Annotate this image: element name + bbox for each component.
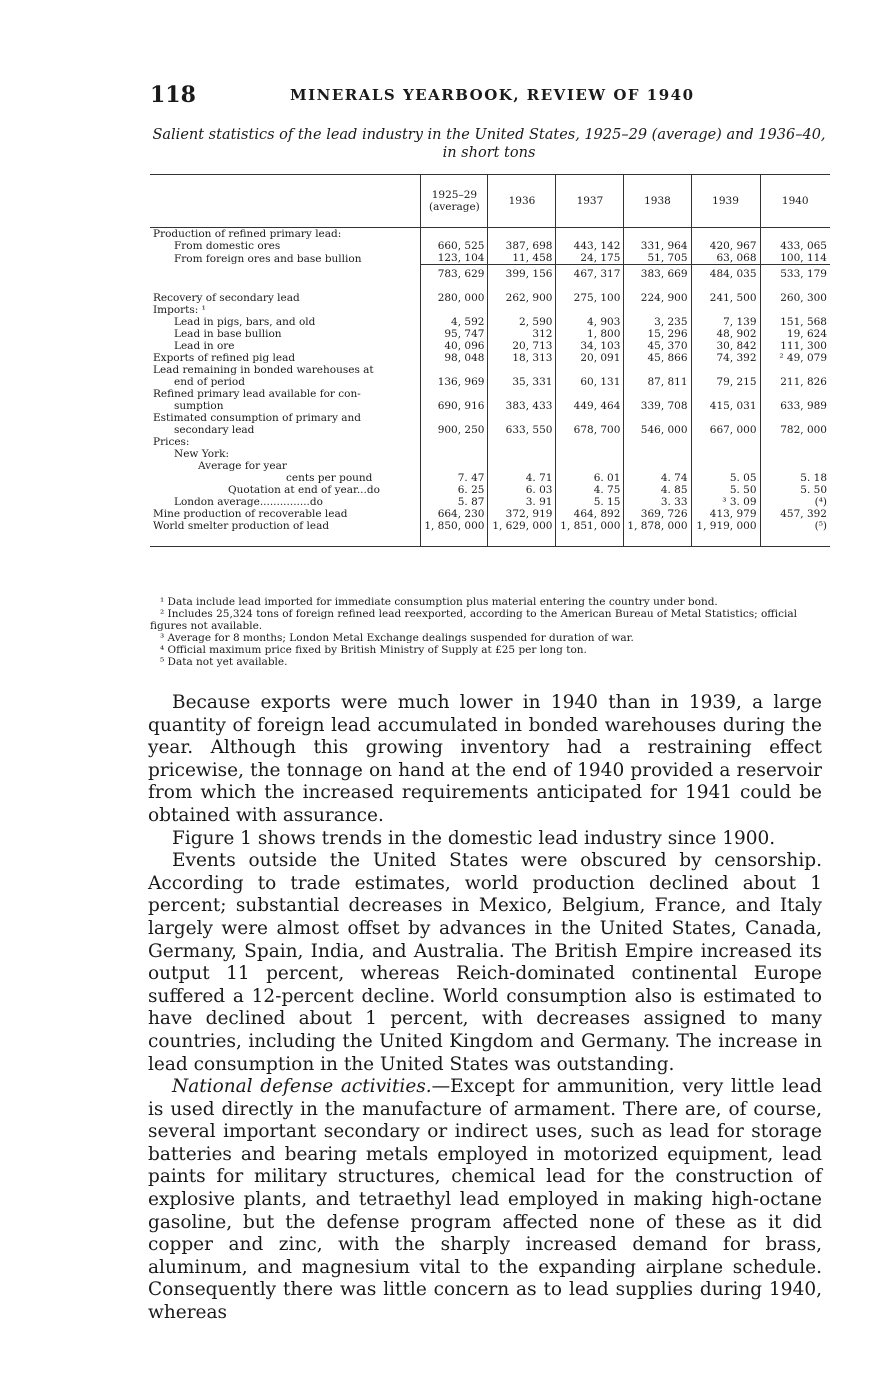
- paragraph-text: —Except for ammunition, very little lead is used directly in the manufacture of armament. There are, of course, several important secondary or indirect uses, such as lead for storage batteries and bearing metals employed in motorized equipment, lead paints for military structures, chemical lead for the construction of explosive plants, and tetraethyl lead employed in making high-octane gasoline, but the defense program affected none of these as it did copper and zinc, with the sharply increased demand for brass, aluminum, and magnesium vital to the expanding airplane schedule. Consequently there was little concern as to lead supplies during 1940, whereas: [148, 1076, 822, 1324]
- row-label: Average for year: [198, 460, 287, 472]
- table-cell: 40, 096: [421, 340, 488, 352]
- table-cell: [691, 388, 760, 400]
- table-cell: 111, 300: [760, 340, 830, 352]
- table-cell: 74, 392: [691, 352, 760, 364]
- table-cell: [624, 448, 691, 460]
- table-row: [150, 265, 830, 289]
- table-row: [150, 316, 830, 328]
- table-cell: [488, 412, 556, 424]
- table-row: [150, 288, 830, 304]
- row-label: Lead in pigs, bars, and old: [174, 316, 316, 328]
- table-cell: [760, 228, 830, 241]
- table-cell: 20, 713: [488, 340, 556, 352]
- table-cell: [556, 388, 624, 400]
- table-cell: 415, 031: [691, 400, 760, 412]
- table-cell: [624, 228, 691, 241]
- paragraph: Events outside the United States were obscured by censorship. According to trade estimates, world production declined about 1 percent; substantial decreases in Mexico, Belgium, France, and Italy largely were almost offset by advances in the United States, Canada, Germany, Spain, India, and Australia. The British Empire increased its output 11 percent, whereas Reich-dominated continental Europe suffered a 12-percent decline. World consumption also is estimated to have declined about 1 percent, with decreases assigned to many countries, including the United Kingdom and Germany. The increase in lead consumption in the United States was outstanding.: [148, 850, 822, 1075]
- table-cell: 260, 300: [760, 288, 830, 304]
- table-cell: [421, 448, 488, 460]
- table-cell: (⁵): [760, 520, 830, 547]
- table-cell: [556, 228, 624, 241]
- table-cell: [691, 436, 760, 448]
- table-row: [150, 460, 830, 472]
- table-cell: 533, 179: [760, 265, 830, 289]
- table-cell: [760, 448, 830, 460]
- row-label: World smelter production of lead: [150, 520, 421, 547]
- table-cell: [421, 412, 488, 424]
- table-cell: 633, 989: [760, 400, 830, 412]
- table-cell: [488, 304, 556, 316]
- table-cell: [488, 364, 556, 376]
- table-cell: 449, 464: [556, 400, 624, 412]
- table-cell: 413, 979: [691, 508, 760, 520]
- table-cell: 5. 15: [556, 496, 624, 508]
- table-cell: 4, 903: [556, 316, 624, 328]
- table-row: [150, 352, 830, 364]
- table-row: [150, 340, 830, 352]
- table-cell: [760, 364, 830, 376]
- table-cell: 30, 842: [691, 340, 760, 352]
- table-cell: [624, 388, 691, 400]
- row-label: Lead remaining in bonded warehouses at: [153, 364, 374, 376]
- table-cell: 1, 919, 000: [691, 520, 760, 547]
- table-cell: 6. 01: [556, 472, 624, 484]
- table-row: [150, 240, 830, 252]
- table-cell: [624, 436, 691, 448]
- table-row: [150, 364, 830, 376]
- table-cell: [488, 460, 556, 472]
- table-cell: [760, 304, 830, 316]
- row-label: New York:: [174, 448, 229, 460]
- footnote: ⁵ Data not yet available.: [160, 656, 288, 668]
- table-cell: [488, 388, 556, 400]
- table-cell: 372, 919: [488, 508, 556, 520]
- row-label: [150, 265, 421, 289]
- table-cell: 280, 000: [421, 288, 488, 304]
- table-cell: [691, 448, 760, 460]
- row-label: Lead in base bullion: [174, 328, 282, 340]
- table-cell: 1, 629, 000: [488, 520, 556, 547]
- table-cell: 60, 131: [556, 376, 624, 388]
- table-cell: [421, 460, 488, 472]
- table-cell: 4. 85: [624, 484, 691, 496]
- column-header: 1936: [488, 175, 556, 228]
- table-cell: 100, 114: [760, 252, 830, 265]
- row-label: sumption: [174, 400, 224, 412]
- body-text: [148, 692, 822, 1325]
- row-label: Exports of refined pig lead: [153, 352, 296, 364]
- row-label: London average...............do: [174, 496, 323, 508]
- table-cell: 3, 235: [624, 316, 691, 328]
- table-row: [150, 400, 830, 412]
- table-cell: 399, 156: [488, 265, 556, 289]
- row-label: Imports: ¹: [153, 304, 206, 316]
- table-cell: 660, 525: [421, 240, 488, 252]
- table-cell: 2, 590: [488, 316, 556, 328]
- row-label: secondary lead: [174, 424, 255, 436]
- table-cell: 45, 370: [624, 340, 691, 352]
- table-cell: 783, 629: [421, 265, 488, 289]
- table-cell: 5. 50: [691, 484, 760, 496]
- table-cell: 35, 331: [488, 376, 556, 388]
- section-heading: National defense activities.: [172, 1076, 432, 1098]
- table-cell: [691, 364, 760, 376]
- table-cell: 151, 568: [760, 316, 830, 328]
- table-cell: 420, 967: [691, 240, 760, 252]
- row-label: cents per pound: [286, 472, 373, 484]
- row-label: Estimated consumption of primary and: [153, 412, 362, 424]
- table-row: [150, 508, 830, 520]
- table-cell: 5. 87: [421, 496, 488, 508]
- table-cell: 467, 317: [556, 265, 624, 289]
- table-cell: [421, 364, 488, 376]
- table-cell: 3. 33: [624, 496, 691, 508]
- table-header-row: [150, 175, 830, 228]
- table-cell: [556, 448, 624, 460]
- table-cell: 19, 624: [760, 328, 830, 340]
- table-cell: 7, 139: [691, 316, 760, 328]
- table-cell: [760, 412, 830, 424]
- table-cell: 457, 392: [760, 508, 830, 520]
- table-cell: 387, 698: [488, 240, 556, 252]
- table-cell: 433, 065: [760, 240, 830, 252]
- row-label: Prices:: [153, 436, 190, 448]
- table-cell: 136, 969: [421, 376, 488, 388]
- table-cell: 678, 700: [556, 424, 624, 436]
- table-cell: 4. 74: [624, 472, 691, 484]
- table-cell: 1, 800: [556, 328, 624, 340]
- table-row: [150, 436, 830, 448]
- table-row: [150, 496, 830, 508]
- table-cell: [624, 364, 691, 376]
- table-cell: 1, 878, 000: [624, 520, 691, 547]
- table-cell: 443, 142: [556, 240, 624, 252]
- column-header: 1940: [760, 175, 830, 228]
- row-label: From foreign ores and base bullion: [174, 252, 362, 265]
- footnote: ³ Average for 8 months; London Metal Exchange dealings suspended for duration of war.: [160, 632, 634, 644]
- table-cell: 87, 811: [624, 376, 691, 388]
- table-cell: 664, 230: [421, 508, 488, 520]
- row-label: Quotation at end of year...do: [228, 484, 380, 496]
- table-cell: 241, 500: [691, 288, 760, 304]
- table-cell: 18, 313: [488, 352, 556, 364]
- table-cell: 45, 866: [624, 352, 691, 364]
- row-label: Mine production of recoverable lead: [153, 508, 348, 520]
- table-cell: 15, 296: [624, 328, 691, 340]
- table-cell: [421, 436, 488, 448]
- column-header: 1925–29 (average): [421, 175, 488, 228]
- table-cell: [760, 460, 830, 472]
- footnote: ² Includes 25,324 tons of foreign refined lead reexported, according to the American Bureau of Metal Statistics; official figures not available.: [150, 608, 797, 632]
- row-label: From domestic ores: [174, 240, 281, 252]
- table-cell: [760, 388, 830, 400]
- paragraph: Because exports were much lower in 1940 than in 1939, a large quantity of foreign lead accumulated in bonded warehouses during the year. Although this growing inventory had a restraining effect pricewise, the tonnage on hand at the end of 1940 provided a reservoir from which the increased requirements anticipated for 1941 could be obtained with assurance.: [148, 692, 822, 826]
- row-label: end of period: [174, 376, 245, 388]
- page-header: [150, 82, 830, 112]
- table-cell: [556, 364, 624, 376]
- table-cell: 5. 50: [760, 484, 830, 496]
- row-label: Recovery of secondary lead: [153, 292, 300, 304]
- table-cell: 63, 068: [691, 252, 760, 265]
- footnote: ⁴ Official maximum price fixed by British Ministry of Supply at £25 per long ton.: [160, 644, 587, 656]
- table-cell: 1, 851, 000: [556, 520, 624, 547]
- table-cell: 5. 05: [691, 472, 760, 484]
- table-cell: 34, 103: [556, 340, 624, 352]
- table-caption: Salient statistics of the lead industry in the United States, 1925–29 (average) and 1936–40, in short tons: [152, 127, 826, 161]
- table-cell: [556, 436, 624, 448]
- table-row: [150, 484, 830, 496]
- table-cell: 782, 000: [760, 424, 830, 436]
- paragraph: [148, 1076, 822, 1325]
- table-cell: 690, 916: [421, 400, 488, 412]
- row-label: Production of refined primary lead:: [153, 228, 342, 240]
- table-cell: [691, 304, 760, 316]
- table-cell: 331, 964: [624, 240, 691, 252]
- table-cell: 48, 902: [691, 328, 760, 340]
- table-cell: 262, 900: [488, 288, 556, 304]
- table-cell: 369, 726: [624, 508, 691, 520]
- table-cell: [556, 460, 624, 472]
- table-cell: 5. 18: [760, 472, 830, 484]
- table-cell: 383, 433: [488, 400, 556, 412]
- table-cell: 383, 669: [624, 265, 691, 289]
- table-cell: 20, 091: [556, 352, 624, 364]
- table-cell: 24, 175: [556, 252, 624, 265]
- table-row: [150, 472, 830, 484]
- table-cell: (⁴): [760, 496, 830, 508]
- paragraph: Figure 1 shows trends in the domestic lead industry since 1900.: [172, 827, 776, 849]
- table-cell: 667, 000: [691, 424, 760, 436]
- table-cell: 4. 71: [488, 472, 556, 484]
- table-cell: [421, 228, 488, 241]
- page-number: 118: [150, 82, 196, 108]
- table-row: [150, 448, 830, 460]
- lead-statistics-table: [150, 174, 830, 547]
- table-cell: 6. 25: [421, 484, 488, 496]
- row-label: Lead in ore: [174, 340, 235, 352]
- table-cell: 464, 892: [556, 508, 624, 520]
- column-header: 1939: [691, 175, 760, 228]
- table-cell: [691, 412, 760, 424]
- table-cell: [421, 304, 488, 316]
- table-cell: [556, 412, 624, 424]
- table-row: [150, 304, 830, 316]
- table-cell: 546, 000: [624, 424, 691, 436]
- table-cell: 633, 550: [488, 424, 556, 436]
- table-cell: ³ 3. 09: [691, 496, 760, 508]
- table-cell: 6. 03: [488, 484, 556, 496]
- table-cell: 95, 747: [421, 328, 488, 340]
- table-cell: 312: [488, 328, 556, 340]
- table-footnotes: [150, 596, 830, 668]
- table-cell: [556, 304, 624, 316]
- table-row: [150, 412, 830, 424]
- table-cell: 11, 458: [488, 252, 556, 265]
- table-row: [150, 520, 830, 547]
- table-cell: [488, 436, 556, 448]
- table-cell: [691, 460, 760, 472]
- table-cell: [421, 388, 488, 400]
- table-cell: [488, 448, 556, 460]
- table-cell: 7. 47: [421, 472, 488, 484]
- column-header: 1937: [556, 175, 624, 228]
- footnote: ¹ Data include lead imported for immediate consumption plus material entering the country under bond.: [160, 596, 718, 608]
- table-row: [150, 376, 830, 388]
- table-cell: [691, 228, 760, 241]
- table-cell: ² 49, 079: [760, 352, 830, 364]
- table-cell: 3. 91: [488, 496, 556, 508]
- column-header: [150, 175, 421, 228]
- table-cell: 275, 100: [556, 288, 624, 304]
- table-cell: 51, 705: [624, 252, 691, 265]
- table-cell: 123, 104: [421, 252, 488, 265]
- table-cell: [760, 436, 830, 448]
- table-row: [150, 252, 830, 265]
- table-cell: 224, 900: [624, 288, 691, 304]
- table-cell: 1, 850, 000: [421, 520, 488, 547]
- column-header: 1938: [624, 175, 691, 228]
- table-cell: [624, 460, 691, 472]
- table-cell: 4, 592: [421, 316, 488, 328]
- table-cell: 4. 75: [556, 484, 624, 496]
- table-row: [150, 228, 830, 241]
- table-cell: [624, 304, 691, 316]
- table-cell: [488, 228, 556, 241]
- table-row: [150, 388, 830, 400]
- table-cell: 900, 250: [421, 424, 488, 436]
- running-title: MINERALS YEARBOOK, REVIEW OF 1940: [290, 86, 695, 104]
- table-cell: 339, 708: [624, 400, 691, 412]
- table-cell: 79, 215: [691, 376, 760, 388]
- row-label: Refined primary lead available for con-: [153, 388, 361, 400]
- table-cell: 484, 035: [691, 265, 760, 289]
- table-cell: 98, 048: [421, 352, 488, 364]
- table-cell: [624, 412, 691, 424]
- table-body: [150, 228, 830, 547]
- table-cell: 211, 826: [760, 376, 830, 388]
- table-row: [150, 424, 830, 436]
- table-row: [150, 328, 830, 340]
